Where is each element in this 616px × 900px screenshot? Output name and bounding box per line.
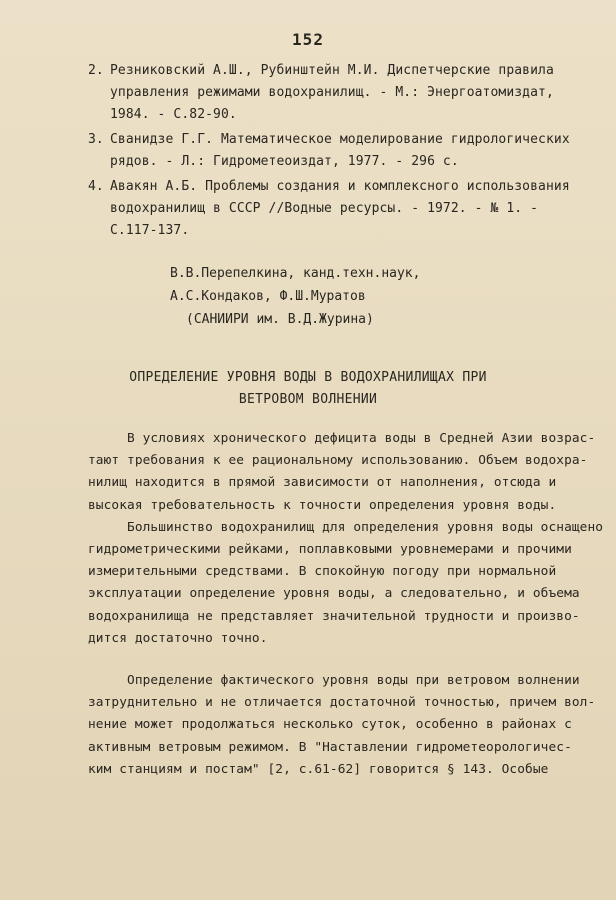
- reference-line: С.117-137.: [110, 223, 190, 238]
- title-line: ВЕТРОВОМ ВОЛНЕНИИ: [238, 392, 378, 407]
- reference-line: рядов. - Л.: Гидрометеоиздат, 1977. - 296 с.: [110, 154, 459, 169]
- reference-line: 1984. - С.82-90.: [110, 107, 237, 122]
- page-number: 152: [292, 30, 324, 49]
- reference-item: [88, 129, 588, 173]
- paragraph: [88, 428, 608, 650]
- text-line: ким станциям и постам" [2, с.61-62] говорится § 143. Особые: [88, 761, 549, 777]
- text-line: В условиях хронического дефицита воды в Средней Азии возрас-: [88, 431, 596, 446]
- reference-number: 3.: [88, 132, 104, 147]
- reference-item: [88, 176, 588, 242]
- text-line: нилищ находится в прямой зависимости от наполнения, отсюда и: [88, 475, 557, 491]
- author-line: А.С.Кондаков, Ф.Ш.Муратов: [170, 289, 366, 304]
- reference-line: Сванидзе Г.Г. Математическое моделирование гидрологических: [110, 132, 570, 147]
- affiliation-line: (САНИИРИ им. В.Д.Журина): [186, 312, 374, 327]
- article-title: [0, 367, 616, 411]
- text-line: тают требования к ее рациональному использованию. Объем водохра-: [88, 453, 588, 469]
- text-line: затруднительно и не отличается достаточной точностью, причем вол-: [88, 695, 596, 711]
- text-line: Определение фактического уровня воды при ветровом волнении: [88, 673, 580, 689]
- reference-line: управления режимами водохранилищ. - М.: Энергоатомиздат,: [110, 85, 554, 100]
- reference-list: [88, 60, 588, 245]
- reference-line: Авакян А.Б. Проблемы создания и комплексного использования: [110, 179, 570, 194]
- author-line: В.В.Перепелкина, канд.техн.наук,: [170, 266, 421, 281]
- text-line: нение может продолжаться несколько суток, особенно в районах с: [88, 717, 572, 733]
- text-line: измерительными средствами. В спокойную погоду при нормальной: [88, 564, 557, 580]
- reference-line: Резниковский А.Ш., Рубинштейн М.И. Диспетчерские правила: [110, 63, 554, 78]
- paragraph: [88, 670, 608, 781]
- reference-item: [88, 60, 588, 126]
- text-line: высокая требовательность к точности определения уровня воды.: [88, 497, 557, 513]
- author-block: [0, 262, 616, 331]
- text-line: гидрометрическими рейками, поплавковыми уровнемерами и прочими: [88, 542, 572, 558]
- text-line: дится достаточно точно.: [88, 630, 268, 646]
- article-body: [88, 428, 608, 781]
- text-line: водохранилища не представляет значительной трудности и произво-: [88, 608, 580, 624]
- text-line: эксплуатации определение уровня воды, а следовательно, и объема: [88, 586, 580, 602]
- title-line: ОПРЕДЕЛЕНИЕ УРОВНЯ ВОДЫ В ВОДОХРАНИЛИЩАХ ПРИ: [129, 370, 487, 385]
- reference-number: 2.: [88, 63, 104, 78]
- reference-number: 4.: [88, 179, 104, 194]
- reference-line: водохранилищ в СССР //Водные ресурсы. - 1972. - № 1. -: [110, 201, 539, 216]
- text-line: Большинство водохранилищ для определения уровня воды оснащено: [88, 519, 604, 535]
- text-line: активным ветровым режимом. В "Наставлении гидрометеорологичес-: [88, 739, 572, 755]
